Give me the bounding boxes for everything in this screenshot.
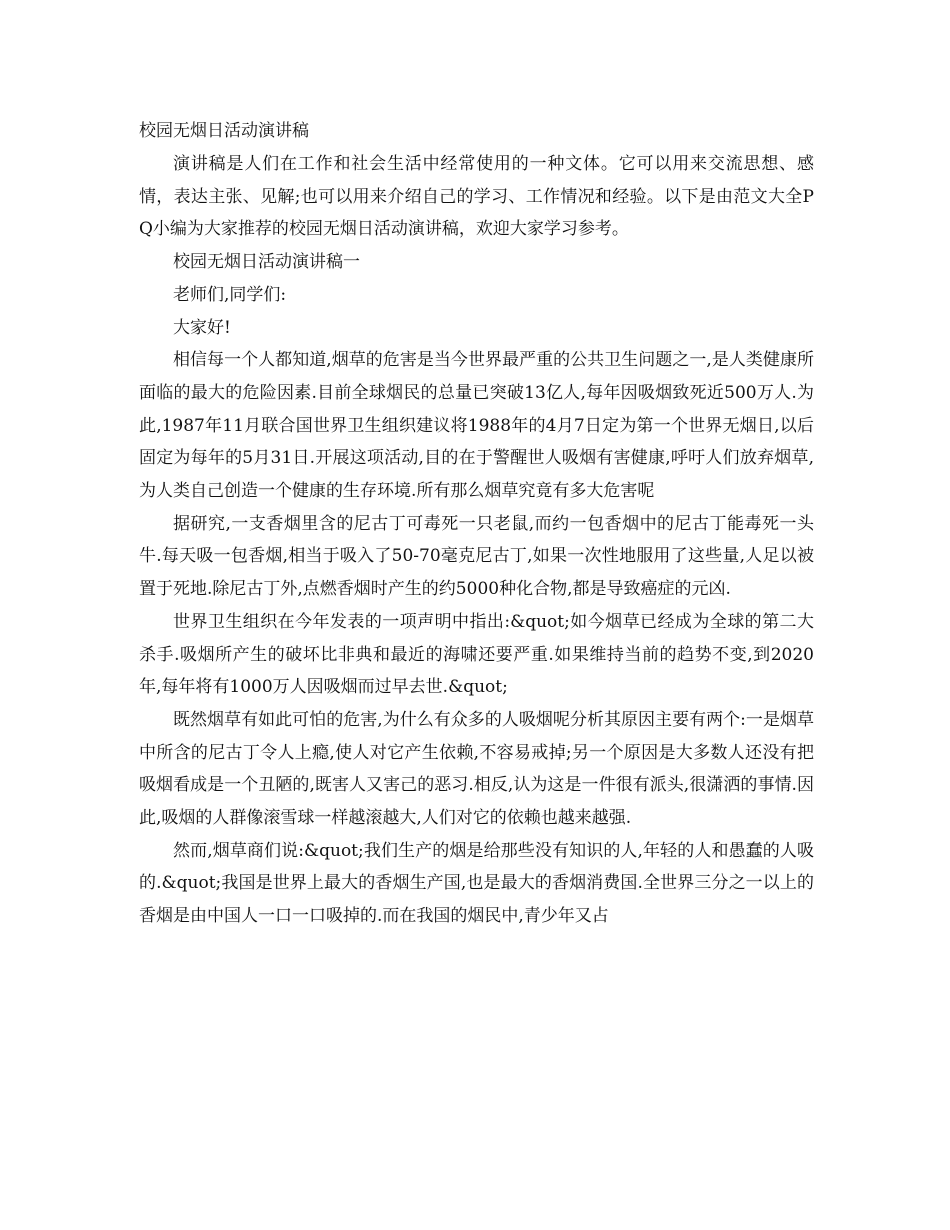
body-paragraph: 相信每一个人都知道,烟草的危害是当今世界最严重的公共卫生问题之一,是人类健康所面临的最大的危险因素.目前全球烟民的总量已突破13亿人,每年因吸烟致死近500万人.为此,1987年11月联合国世界卫生组织建议将1988年的4月7日定为第一个世界无烟日,以后固定为每年的5月31日.开展这项活动,目的在于警醒世人吸烟有害健康,呼吁人们放弃烟草,为人类自己创造一个健康的生存环境.所有那么烟草究竟有多大危害呢 (139, 350, 814, 502)
document-page (139, 115, 814, 933)
body-paragraph: 既然烟草有如此可怕的危害,为什么有众多的人吸烟呢分析其原因主要有两个:一是烟草中所含的尼古丁令人上瘾,使人对它产生依赖,不容易戒掉;另一个原因是大多数人还没有把吸烟看成是一个丑陋的,既害人又害己的恶习.相反,认为这是一件很有派头,很潇洒的事情.因此,吸烟的人群像滚雪球一样越滚越大,人们对它的依赖也越来越强. (139, 709, 814, 829)
body-paragraph: 世界卫生组织在今年发表的一项声明中指出:&quot;如今烟草已经成为全球的第二大杀手.吸烟所产生的破坏比非典和最近的海啸还要严重.如果维持当前的趋势不变,到2020年,每年将有1000万人因吸烟而过早去世.&quot; (139, 611, 814, 698)
intro-paragraph: 演讲稿是人们在工作和社会生活中经常使用的一种文体。它可以用来交流思想、感情，表达主张、见解;也可以用来介绍自己的学习、工作情况和经验。以下是由范文大全PQ小编为大家推荐的校园无烟日活动演讲稿，欢迎大家学习参考。 (139, 154, 814, 240)
salutation: 老师们,同学们: (173, 284, 287, 305)
section-heading: 校园无烟日活动演讲稿一 (173, 252, 360, 273)
body-paragraph: 据研究,一支香烟里含的尼古丁可毒死一只老鼠,而约一包香烟中的尼古丁能毒死一头牛.每天吸一包香烟,相当于吸入了50-70毫克尼古丁,如果一次性地服用了这些量,人足以被置于死地.除尼古丁外,点燃香烟时产生的约5000种化合物,都是导致癌症的元凶. (139, 513, 814, 600)
greeting: 大家好! (173, 317, 231, 338)
document-title: 校园无烟日活动演讲稿 (139, 121, 309, 141)
body-paragraph: 然而,烟草商们说:&quot;我们生产的烟是给那些没有知识的人,年轻的人和愚蠢的人吸的.&quot;我国是世界上最大的香烟生产国,也是最大的香烟消费国.全世界三分之一以上的香烟是由中国人一口一口吸掉的.而在我国的烟民中,青少年又占 (139, 840, 814, 927)
